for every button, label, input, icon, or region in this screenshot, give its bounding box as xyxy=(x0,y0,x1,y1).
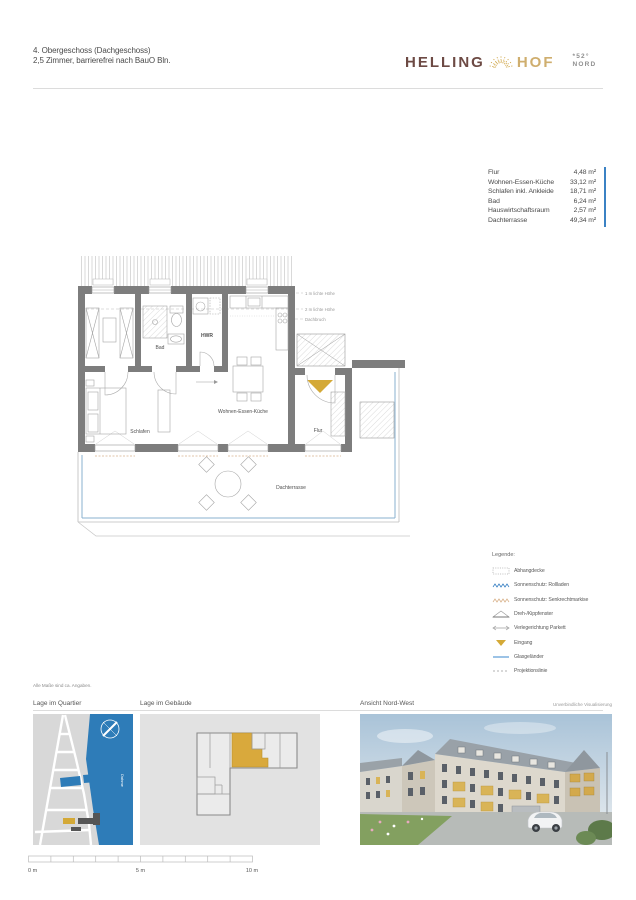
legend-title: Legende: xyxy=(492,552,515,558)
header-block xyxy=(33,46,171,66)
row-label: Dachterrasse xyxy=(488,216,528,224)
scale-bar xyxy=(28,854,288,878)
table-accent-bar xyxy=(604,167,606,227)
row-value: 4,48 m² xyxy=(573,169,596,176)
logo-badge xyxy=(573,53,597,68)
far-building xyxy=(360,758,402,816)
legend-item: Dreh-/Kippfenster xyxy=(492,607,622,621)
panel-title-quartier: Lage im Quartier xyxy=(33,700,82,707)
legend-item: Eingang xyxy=(492,635,622,649)
legend xyxy=(492,552,622,678)
walls xyxy=(78,286,405,452)
building-rendering xyxy=(360,714,612,845)
room-label-wohnen: Wohnen-Essen-Küche xyxy=(218,409,268,415)
row-label: Schlafen inkl. Ankleide xyxy=(488,188,554,196)
apartment-subtitle: 2,5 Zimmer, barrierefrei nach BauO Bln. xyxy=(33,56,171,65)
row-value: 6,24 m² xyxy=(573,197,596,205)
row-value: 33,12 m² xyxy=(569,178,596,186)
row-value: 49,34 m² xyxy=(569,216,596,224)
badge-nord: NORD xyxy=(572,60,597,68)
annotation-dachbruch: Dachbruch xyxy=(305,317,326,322)
legend-item: Glasgeländer xyxy=(492,650,622,664)
visualization-disclaimer: Unverbindliche Visualisierung xyxy=(553,702,612,707)
row-label: Wohnen-Essen-Küche xyxy=(488,178,555,186)
table-row xyxy=(488,187,596,197)
window-triangle-icon xyxy=(492,609,514,619)
legend-item: Abhangdecke xyxy=(492,564,622,578)
table-row xyxy=(488,178,596,188)
floorplan-drawing xyxy=(60,248,420,544)
room-label-schlafen: Schlafen xyxy=(130,429,150,435)
blue-line-icon xyxy=(492,652,514,662)
panel-header-divider xyxy=(33,710,603,711)
header-divider xyxy=(33,88,603,89)
row-value: 18,71 m² xyxy=(569,188,596,196)
room-label-dachterrasse: Dachterrasse xyxy=(276,485,306,491)
legend-item: Sonnenschutz: Senkrechtmarkise xyxy=(492,593,622,607)
scale-label-10: 10 m xyxy=(245,868,259,874)
scale-label-5: 5 m xyxy=(135,868,146,874)
scale-label-0: 0 m xyxy=(28,868,38,874)
quartier-map xyxy=(33,714,133,845)
floor-title: 4. Obergeschoss (Dachgeschoss) xyxy=(33,46,151,55)
logo xyxy=(405,52,596,71)
row-value: 2,57 m² xyxy=(573,207,596,215)
blue-wave-icon xyxy=(492,580,514,590)
row-label: Flur xyxy=(488,169,500,176)
legend-item: Projektionslinie xyxy=(492,664,622,678)
gold-triangle-icon xyxy=(492,638,514,648)
table-row xyxy=(488,168,596,178)
room-label-flur: Flur xyxy=(313,428,323,434)
entrance-triangle-icon xyxy=(307,380,333,393)
sun-rays-icon xyxy=(486,52,516,71)
dotted-rect-icon xyxy=(492,566,514,576)
annotation-2m: 2 m lichte Höhe xyxy=(305,307,335,312)
room-label-bad: Bad xyxy=(155,345,165,351)
logo-text-hof: HOF xyxy=(516,54,555,71)
annotation-1m: 1 m lichte Höhe xyxy=(305,291,335,296)
building-locator xyxy=(140,714,320,845)
row-label: Bad xyxy=(488,197,500,205)
table-row xyxy=(488,206,596,216)
arrow-line-icon xyxy=(492,623,514,633)
legend-item: Verlegerichtung Parkett xyxy=(492,621,622,635)
table-row xyxy=(488,216,596,226)
table-row xyxy=(488,197,596,207)
panel-title-ansicht: Ansicht Nord-West xyxy=(360,700,415,707)
legend-item: Sonnenschutz: Rollladen xyxy=(492,578,622,592)
dashed-line-icon xyxy=(492,666,514,676)
logo-text-helling: HELLING xyxy=(405,54,485,71)
room-label-hwr: HWR xyxy=(201,333,213,339)
river-label: Dahme xyxy=(120,774,125,787)
area-table xyxy=(488,168,596,226)
furniture xyxy=(86,296,345,510)
panel-title-gebaeude: Lage im Gebäude xyxy=(140,700,192,707)
row-label: Hauswirtschaftsraum xyxy=(488,207,550,215)
measurements-note: Alle Maße sind ca. Angaben. xyxy=(33,683,92,688)
badge-52: *52° xyxy=(572,53,590,60)
tan-wave-icon xyxy=(492,595,514,605)
